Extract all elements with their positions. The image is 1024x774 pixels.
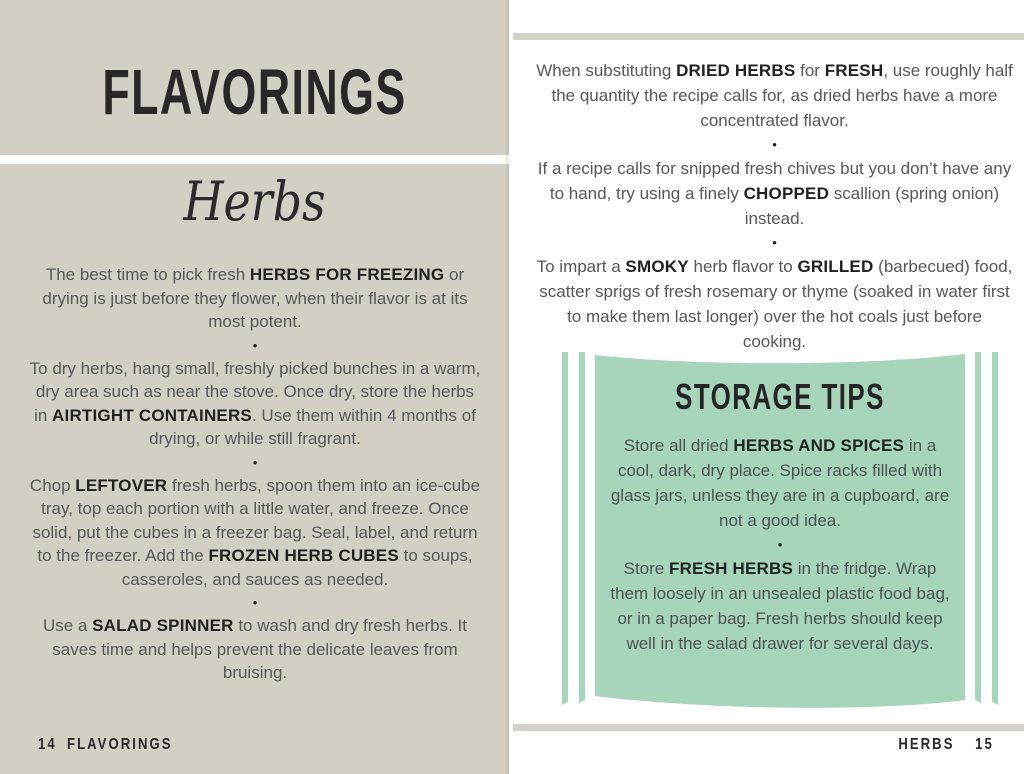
page-number: 15 [975,736,994,753]
paragraph: Chop LEFTOVER fresh herbs, spoon them into an ice-cube tray, top each portion with a little water, and freeze. Once solid, put the cubes in a freezer bag. Seal, label, and return to the freezer. Add the FROZEN HERB CUBES to soups, casseroles, and sauces as needed. [29,475,481,589]
paragraph: When substituting DRIED HERBS for FRESH, use roughly half the quantity the recipe calls for, as dried herbs have a more concentrated flavor. [536,61,1013,130]
right-page-footer [886,736,994,754]
left-page [0,0,509,774]
running-head: FLAVORINGS [67,736,173,753]
bullet-separator: • [252,595,258,610]
stripe-decoration [975,352,981,705]
bullet-separator: • [252,454,258,470]
paragraph: To impart a SMOKY herb flavor to GRILLED (barbecued) food, scatter sprigs of fresh rosemary or thyme (soaked in water first to make them last longer) over the hot coals just before cooking. [536,257,1013,351]
bullet-separator: • [772,235,777,250]
paragraph: The best time to pick fresh HERBS FOR FREEZING or drying is just before they flower, when their flavor is at its most potent. [42,265,468,331]
paragraph: If a recipe calls for snipped fresh chives but you don’t have any to hand, try using a finely CHOPPED scallion (spring onion) instead. [537,159,1012,228]
bottom-accent-bar [513,724,1024,731]
running-head: HERBS [898,736,955,753]
left-page-text [28,263,482,685]
paragraph: Store FRESH HERBS in the fridge. Wrap them loosely in an unsealed plastic food bag, or in a paper bag. Fresh herbs should keep well in the salad drawer for several days. [610,559,950,653]
storage-tips-text [595,433,965,656]
stripe-decoration [992,352,998,705]
right-page-text [535,58,1014,354]
bullet-separator: • [772,137,777,152]
paragraph: To dry herbs, hang small, freshly picked bunches in a warm, dry area such as near the stove. Once dry, store the herbs in AIRTIGHT CONTAINERS. Use them within 4 months of drying, or while still fragrant. [29,358,481,448]
section-title: Herbs [183,170,326,233]
page-title: FLAVORINGS [102,56,407,128]
page-number: 14 [38,736,57,753]
divider-band [0,155,509,164]
paragraph: Store all dried HERBS AND SPICES in a cool, dark, dry place. Spice racks filled with glass jars, unless they are in a cupboard, are not a good idea. [610,436,950,530]
bullet-separator: • [777,537,783,552]
bullet-separator: • [252,337,258,353]
left-page-footer [38,736,196,754]
right-page [509,0,1024,774]
top-accent-bar [513,33,1024,40]
paragraph: Use a SALAD SPINNER to wash and dry fresh herbs. It saves time and helps prevent the delicate leaves from bruising. [43,616,467,682]
storage-box-content [595,351,965,656]
stripe-decoration [562,352,568,705]
stripe-decoration [579,352,585,705]
storage-tips-title: STORAGE TIPS [675,376,885,417]
storage-tips-box [562,351,998,711]
